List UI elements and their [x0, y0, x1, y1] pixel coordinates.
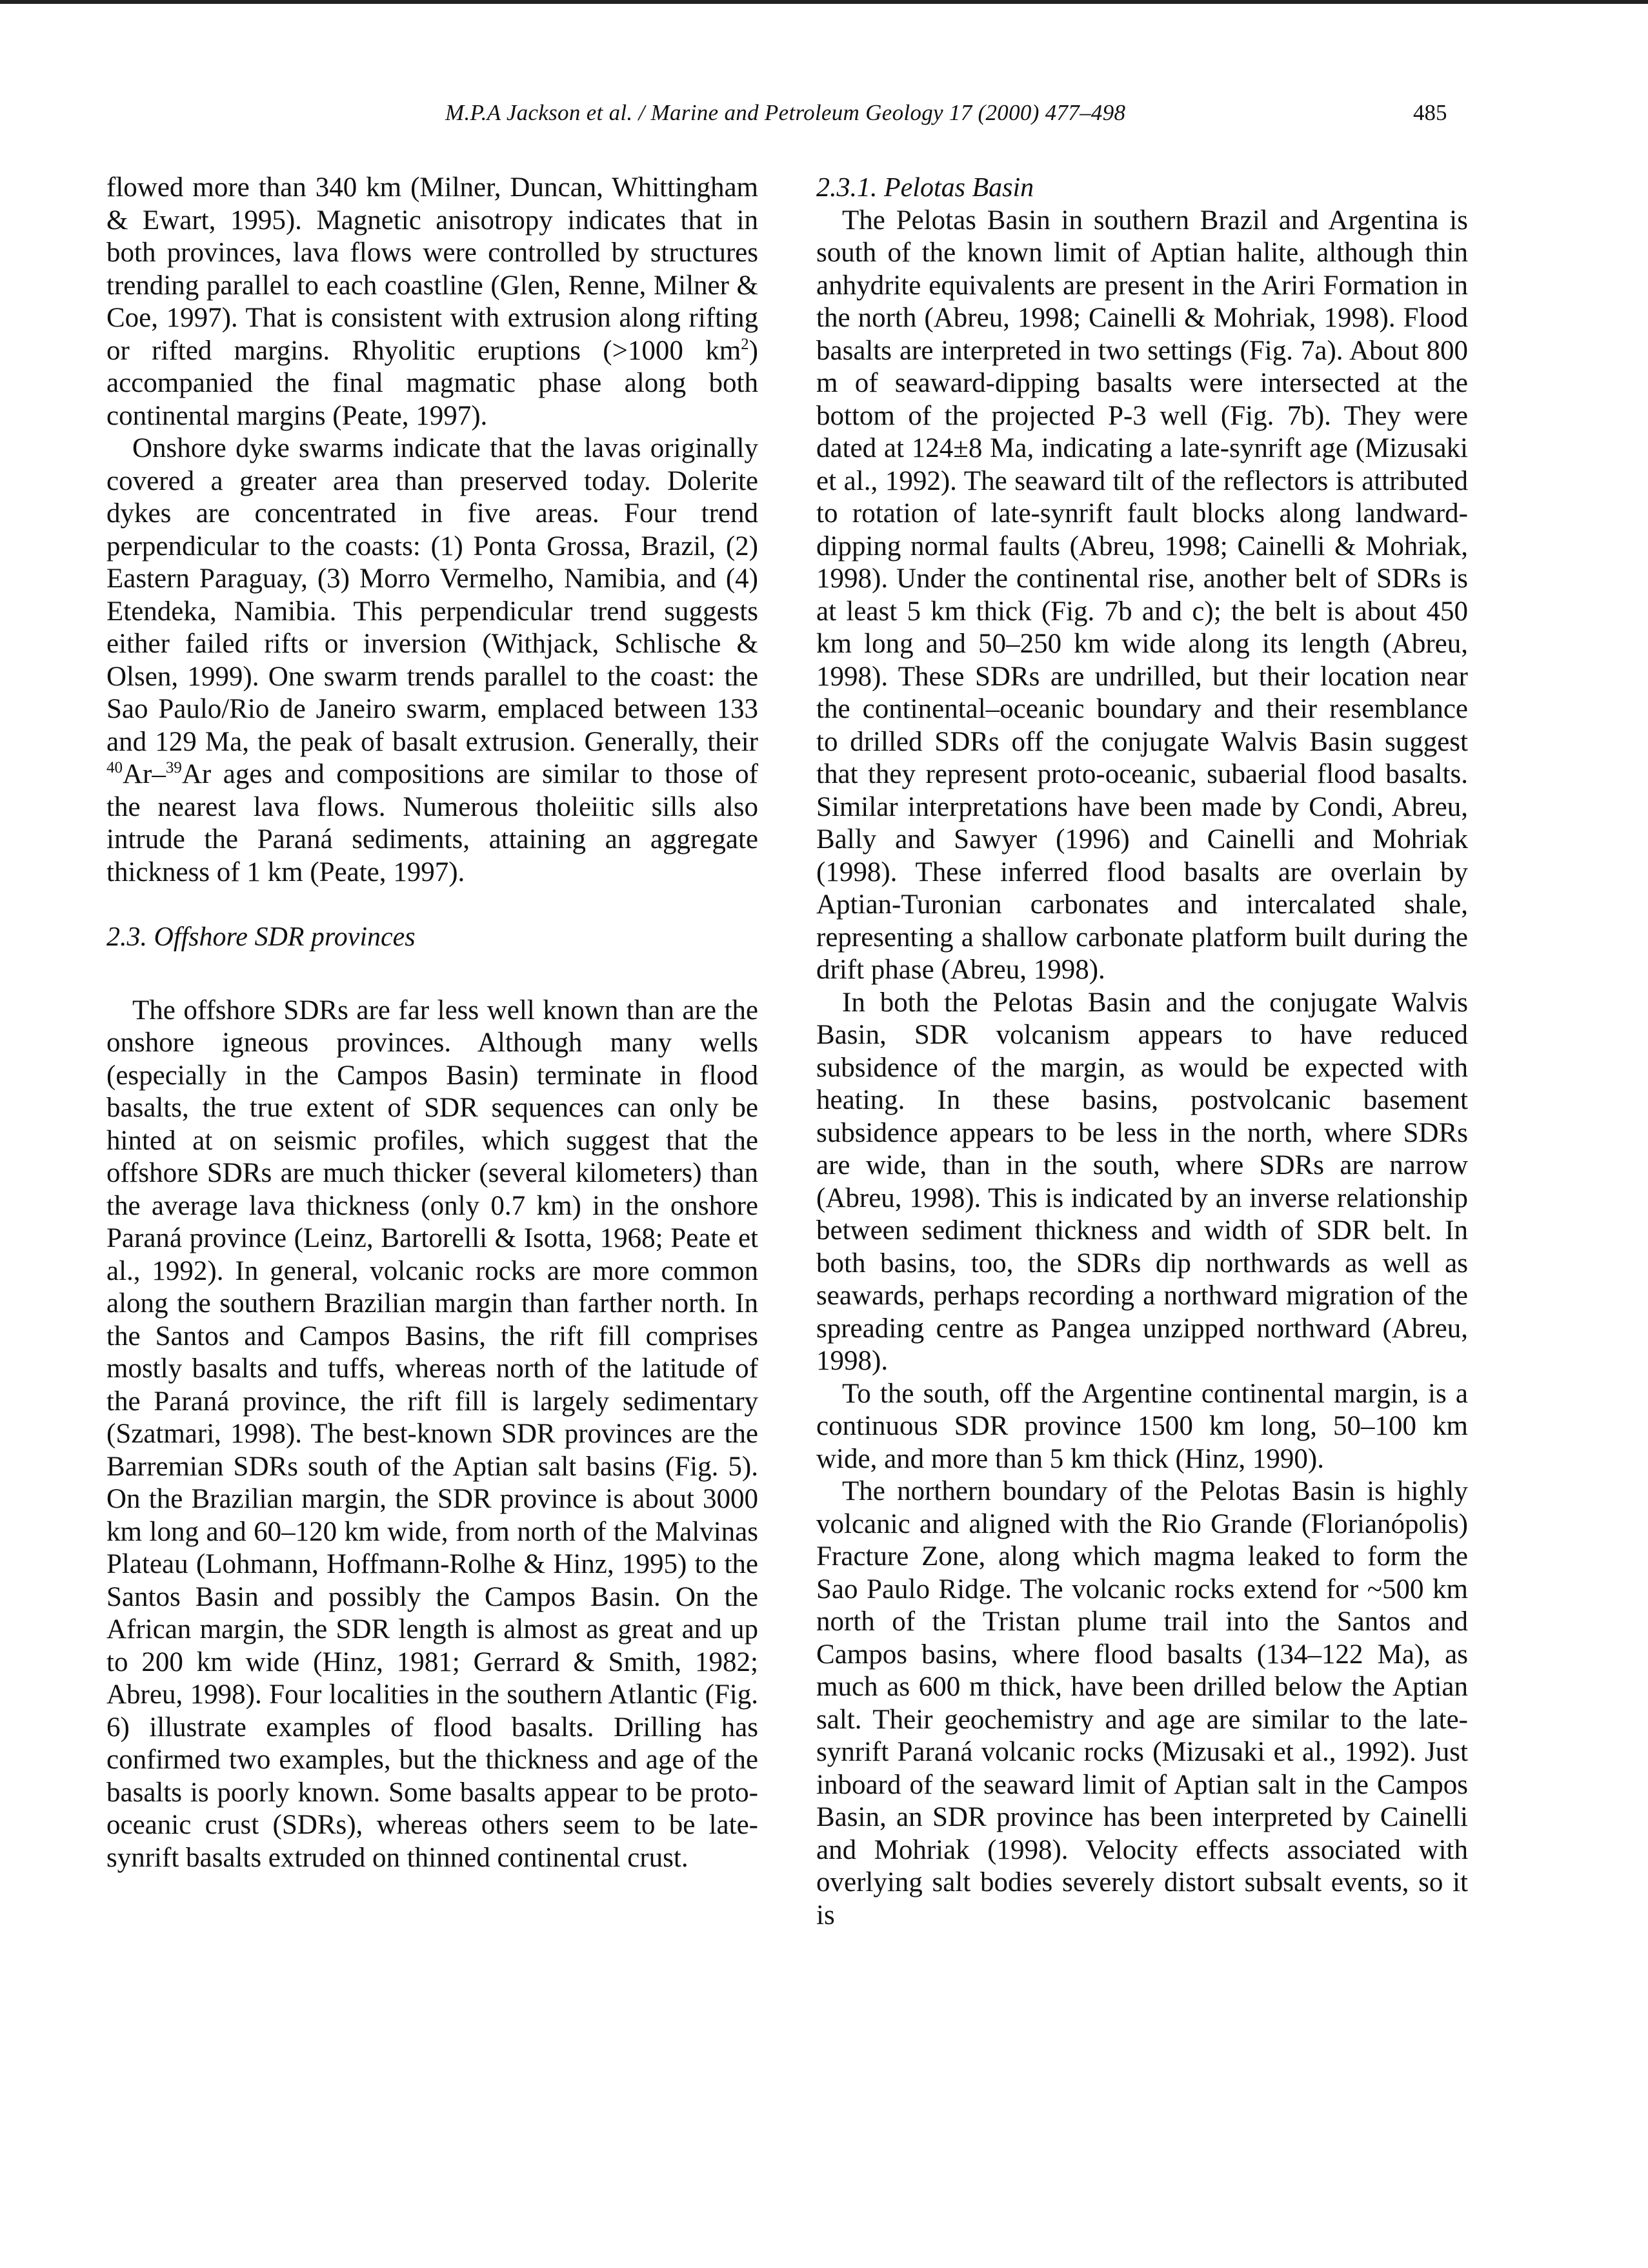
left-column	[106, 172, 758, 2134]
text: flowed more than 340 km (Milner, Duncan, Whittingham & Ewart, 1995). Magnetic anisotropy indicates that in both provinces, lava flows were controlled by structures trending parallel to each coastline (Glen, Renne, Milner & Coe, 1997). That is consistent with extrusion along rifting or rifted margins. Rhyolitic eruptions (>1000 km	[106, 172, 758, 366]
subsection-heading: 2.3.1. Pelotas Basin	[816, 173, 1034, 203]
running-header	[0, 97, 1648, 136]
superscript: 2	[741, 335, 749, 353]
paragraph: In both the Pelotas Basin and the conjugate Walvis Basin, SDR volcanism appears to have reduced subsidence of the margin, as would be expected with heating. In these basins, postvolcanic basement subsidence appears to be less in the north, where SDRs are wide, than in the south, where SDRs are narrow (Abreu, 1998). This is indicated by an inverse relationship between sediment thickness and width of SDR belt. In both basins, too, the SDRs dip northwards as well as seawards, perhaps recording a northward migration of the spreading centre as Pangea unzipped northward (Abreu, 1998).	[816, 987, 1468, 1376]
section-heading: 2.3. Offshore SDR provinces	[106, 922, 416, 952]
text: Ar ages and compositions are similar to those of the nearest lava flows. Numerous tholeiitic sills also intrude the Paraná sediments, attaining an aggregate thickness of 1 km (Peate, 1997).	[106, 759, 758, 887]
top-rule	[0, 0, 1648, 4]
paragraph: The offshore SDRs are far less well known than are the onshore igneous provinces. Although many wells (especially in the Campos Basin) terminate in flood basalts, the true extent of SDR sequences can only be hinted at on seismic profiles, which suggest that the offshore SDRs are much thicker (several kilometers) than the average lava thickness (only 0.7 km) in the onshore Paraná province (Leinz, Bartorelli & Isotta, 1968; Peate et al., 1992). In general, volcanic rocks are more common along the southern Brazilian margin than farther north. In the Santos and Campos Basins, the rift fill comprises mostly basalts and tuffs, whereas north of the latitude of the Paraná province, the rift fill is largely sedimentary (Szatmari, 1998). The best-known SDR provinces are the Barremian SDRs south of the Aptian salt basins (Fig. 5). On the Brazilian margin, the SDR province is about 3000 km long and 60–120 km wide, from north of the Malvinas Plateau (Lohmann, Hoffmann-Rolhe & Hinz, 1995) to the Santos Basin and possibly the Campos Basin. On the African margin, the SDR length is almost as great and up to 200 km wide (Hinz, 1981; Gerrard & Smith, 1982; Abreu, 1998). Four localities in the southern Atlantic (Fig. 6) illustrate examples of flood basalts. Drilling has confirmed two examples, but the thickness and age of the basalts is poorly known. Some basalts appear to be proto-oceanic crust (SDRs), whereas others seem to be late-synrift basalts extruded on thinned continental crust.	[106, 995, 758, 1873]
text: ) accompanied the final magmatic phase along both continental margins (Peate, 1997).	[106, 335, 758, 431]
superscript: 39	[165, 759, 182, 776]
paragraph	[106, 172, 758, 432]
page-number: 485	[1413, 100, 1447, 125]
right-column	[816, 172, 1468, 2134]
running-title: M.P.A Jackson et al. / Marine and Petroleum Geology 17 (2000) 477–498	[445, 100, 1126, 125]
superscript: 40	[106, 759, 123, 776]
text: Ar–	[123, 759, 166, 789]
paragraph	[106, 432, 758, 889]
text: Onshore dyke swarms indicate that the lavas originally covered a greater area than preserved today. Dolerite dykes are concentrated in five areas. Four trend perpendicular to the coasts: (1) Ponta Grossa, Brazil, (2) Eastern Paraguay, (3) Morro Vermelho, Namibia, and (4) Etendeka, Namibia. This perpendicular trend suggests either failed rifts or inversion (Withjack, Schlische & Olsen, 1999). One swarm trends parallel to the coast: the Sao Paulo/Rio de Janeiro swarm, emplaced between 133 and 129 Ma, the peak of basalt extrusion. Generally, their	[106, 433, 758, 757]
paragraph: The northern boundary of the Pelotas Basin is highly volcanic and aligned with the Rio Grande (Florianópolis) Fracture Zone, along which magma leaked to form the Sao Paulo Ridge. The volcanic rocks extend for ~500 km north of the Tristan plume trail into the Santos and Campos basins, where flood basalts (134–122 Ma), as much as 600 m thick, have been drilled below the Aptian salt. Their geochemistry and age are similar to the late-synrift Paraná volcanic rocks (Mizusaki et al., 1992). Just inboard of the seaward limit of Aptian salt in the Campos Basin, an SDR province has been interpreted by Cainelli and Mohriak (1998). Velocity effects associated with overlying salt bodies severely distort subsalt events, so it is	[816, 1476, 1468, 1930]
paragraph: To the south, off the Argentine continental margin, is a continuous SDR province 1500 km long, 50–100 km wide, and more than 5 km thick (Hinz, 1990).	[816, 1378, 1468, 1474]
paragraph: The Pelotas Basin in southern Brazil and Argentina is south of the known limit of Aptian halite, although thin anhydrite equivalents are present in the Ariri Formation in the north (Abreu, 1998; Cainelli & Mohriak, 1998). Flood basalts are interpreted in two settings (Fig. 7a). About 800 m of seaward-dipping basalts were intersected at the bottom of the projected P-3 well (Fig. 7b). They were dated at 124±8 Ma, indicating a late-synrift age (Mizusaki et al., 1992). The seaward tilt of the reflectors is attributed to rotation of late-synrift fault blocks along landward-dipping normal faults (Abreu, 1998; Cainelli & Mohriak, 1998). Under the continental rise, another belt of SDRs is at least 5 km thick (Fig. 7b and c); the belt is about 450 km long and 50–250 km wide along its length (Abreu, 1998). These SDRs are undrilled, but their location near the continental–oceanic boundary and their resemblance to drilled SDRs off the conjugate Walvis Basin suggest that they represent proto-oceanic, subaerial flood basalts. Similar interpretations have been made by Condi, Abreu, Bally and Sawyer (1996) and Cainelli and Mohriak (1998). These inferred flood basalts are overlain by Aptian-Turonian carbonates and intercalated shale, representing a shallow carbonate platform built during the drift phase (Abreu, 1998).	[816, 205, 1468, 985]
